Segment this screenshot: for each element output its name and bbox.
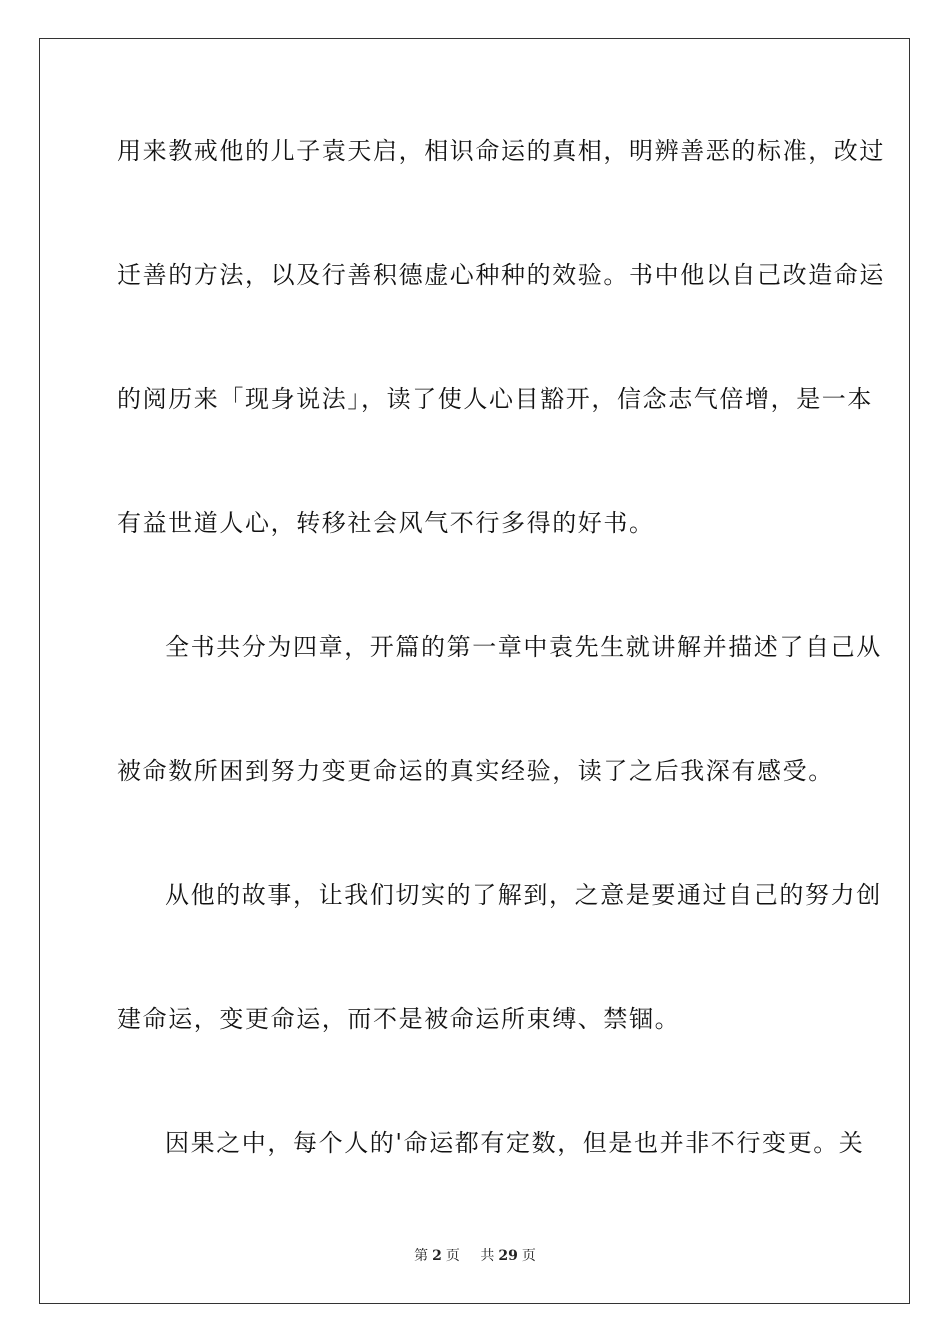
text-line: 迁善的方法，以及行善积德虚心种种的效验。书中他以自己改造命运 — [117, 261, 885, 289]
page-footer — [0, 1246, 950, 1266]
paragraph-first-line: 从他的故事，让我们切实的了解到，之意是要通过自己的努力创 — [165, 881, 882, 909]
text-line: 用来教戒他的儿子袁天启，相识命运的真相，明辨善恶的标准，改过 — [117, 137, 885, 165]
total-pages: 29 — [498, 1248, 518, 1264]
page-number: 2 — [432, 1248, 442, 1264]
paragraph-first-line: 全书共分为四章，开篇的第一章中袁先生就讲解并描述了自己从 — [165, 633, 882, 661]
page-suffix: 页 — [445, 1248, 460, 1264]
page-border — [39, 38, 910, 1304]
text-line: 建命运，变更命运，而不是被命运所束缚、禁锢。 — [117, 1005, 681, 1033]
text-line: 被命数所困到努力变更命运的真实经验，读了之后我深有感受。 — [117, 757, 834, 785]
text-line: 有益世道人心，转移社会风气不行多得的好书。 — [117, 509, 655, 537]
text-line: 的阅历来「现身说法」，读了使人心目豁开，信念志气倍增，是一本 — [117, 385, 873, 413]
paragraph-first-line: 因果之中，每个人的'命运都有定数，但是也并非不行变更。关 — [165, 1129, 865, 1157]
page-indicator — [410, 1248, 464, 1264]
total-prefix: 共 — [480, 1248, 495, 1264]
page-prefix: 第 — [414, 1248, 429, 1264]
total-indicator — [476, 1248, 539, 1264]
total-suffix: 页 — [521, 1248, 536, 1264]
